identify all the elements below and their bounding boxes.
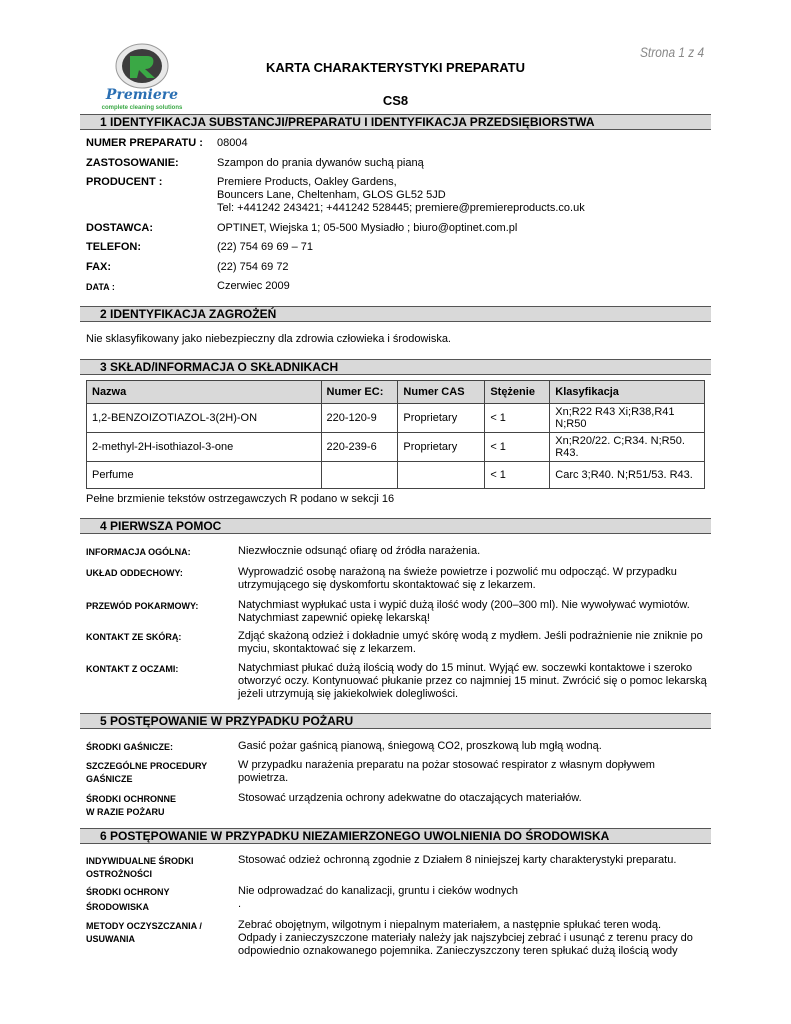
cell-conc: < 1 [485, 462, 550, 489]
page-number: Strona 1 z 4 [640, 44, 705, 60]
section-6-heading: 6 POSTĘPOWANIE W PRZYPADKU NIEZAMIERZONEGO UWOLNIENIA DO ŚRODOWISKA [80, 828, 711, 844]
value-producent-line1: Premiere Products, Oakley Gardens, [217, 176, 397, 188]
label-telefon: TELEFON: [86, 241, 141, 253]
value-producent-line2: Bouncers Lane, Cheltenham, GLOS GL52 5JD [217, 189, 446, 201]
text-kontakt-z-oczami: Natychmiast płukać dużą ilością wody do 15 minut. Wyjąć ew. soczewki kontaktowe i szeroko otworzyć oczy. Kontynuować płukanie przez co najmniej 15 minut. Zwrócić się o pomoc lekarską jeżeli utrzymują się jakiekolwiek dolegliwości. [238, 662, 707, 700]
composition-table [86, 380, 705, 489]
text-indywidualne-srodki: Stosować odzież ochronną zgodnie z Działem 8 niniejszej karty charakterystyki preparatu. [238, 854, 677, 866]
label-uklad-oddechowy: UKŁAD ODDECHOWY: [86, 568, 183, 578]
cell-ec [321, 462, 398, 489]
cell-conc: < 1 [485, 404, 550, 433]
cell-class: Carc 3;R40. N;R51/53. R43. [550, 462, 705, 489]
col-header-nazwa: Nazwa [87, 381, 322, 404]
logo-brand-text: Premiere [105, 87, 179, 103]
cell-ec: 220-120-9 [321, 404, 398, 433]
section-2-heading: 2 IDENTYFIKACJA ZAGROŻEŃ [80, 306, 711, 322]
table-row [87, 433, 705, 462]
label-przewod-pokarmowy: PRZEWÓD POKARMOWY: [86, 601, 199, 611]
text-przewod-pokarmowy: Natychmiast wypłukać usta i wypić dużą ilość wody (200–300 ml). Nie wywoływać wymiotów. Natychmiast zapewnić opiekę lekarską! [238, 599, 690, 624]
text-informacja-ogolna: Niezwłocznie odsunąć ofiarę od źródła narażenia. [238, 545, 481, 557]
label-zastosowanie: ZASTOSOWANIE: [86, 157, 179, 169]
label-metody-oczyszczania: METODY OCZYSZCZANIA / USUWANIA [86, 921, 202, 944]
label-szczegolne-procedury: SZCZEGÓLNE PROCEDURY GAŚNICZE [86, 761, 208, 784]
value-telefon: (22) 754 69 69 – 71 [217, 241, 314, 253]
section-4-heading: 4 PIERWSZA POMOC [80, 518, 711, 534]
col-header-numer-cas: Numer CAS [398, 381, 485, 404]
text-kontakt-ze-skora: Zdjąć skażoną odzież i dokładnie umyć skórę wodą z mydłem. Jeśli podrażnienie nie zniknie po myciu, skontaktować się z lekarzem. [238, 630, 703, 655]
label-indywidualne-srodki: INDYWIDUALNE ŚRODKI OSTROŻNOŚCI [86, 856, 194, 879]
value-numer-preparatu: 08004 [217, 137, 248, 149]
label-srodki-gasnicze: ŚRODKI GAŚNICZE: [86, 742, 174, 752]
col-header-stezenie: Stężenie [485, 381, 550, 404]
text-metody-oczyszczania: Zebrać obojętnym, wilgotnym i niepalnym materiałem, a następnie spłukać teren wodą. Odpady i zanieczyszczone materiały należy jak najszybciej zebrać i usunąć z terenu pracy do odpowiednio oznakowanego pojemnika. Zanieczyszczony teren spłukać dużą ilością wody [238, 919, 693, 957]
cell-conc: < 1 [485, 433, 550, 462]
table-row [87, 462, 705, 489]
section-1-heading: 1 IDENTYFIKACJA SUBSTANCJI/PREPARATU I IDENTYFIKACJA PRZEDSIĘBIORSTWA [80, 114, 711, 130]
label-informacja-ogolna: INFORMACJA OGÓLNA: [86, 547, 191, 557]
label-srodki-ochrony-srodowiska: ŚRODKI OCHRONY ŚRODOWISKA [86, 887, 170, 912]
section-5-heading: 5 POSTĘPOWANIE W PRZYPADKU POŻARU [80, 713, 711, 729]
cell-class: Xn;R22 R43 Xi;R38,R41 N;R50 [550, 404, 705, 433]
text-srodki-ochronne: Stosować urządzenia ochrony adekwatne do otaczających materiałów. [238, 792, 582, 804]
col-header-klasyfikacja: Klasyfikacja [550, 381, 705, 404]
text-uklad-oddechowy: Wyprowadzić osobę narażoną na świeże powietrze i pozwolić mu odpocząć. W przypadku utrzymującego się dyskomfortu skontaktować się z lekarzem. [238, 566, 677, 591]
value-fax: (22) 754 69 72 [217, 261, 289, 273]
document-title: KARTA CHARAKTERYSTYKI PREPARATU [265, 60, 526, 75]
label-kontakt-z-oczami: KONTAKT Z OCZAMI: [86, 664, 179, 674]
table-row [87, 404, 705, 433]
label-srodki-ochronne: ŚRODKI OCHRONNE W RAZIE POŻARU [86, 794, 177, 817]
cell-cas [398, 462, 485, 489]
label-fax: FAX: [86, 261, 112, 273]
section-3-heading: 3 SKŁAD/INFORMACJA O SKŁADNIKACH [80, 359, 711, 375]
text-srodki-ochrony-srodowiska: Nie odprowadzać do kanalizacji, gruntu i cieków wodnych . [238, 885, 519, 910]
label-kontakt-ze-skora: KONTAKT ZE SKÓRĄ: [86, 632, 182, 642]
col-header-numer-ec: Numer EC: [321, 381, 398, 404]
value-data: Czerwiec 2009 [217, 280, 290, 292]
label-producent: PRODUCENT : [86, 176, 163, 188]
cell-class: Xn;R20/22. C;R34. N;R50. R43. [550, 433, 705, 462]
product-code: CS8 [382, 93, 409, 108]
label-data: DATA : [86, 282, 115, 292]
cell-cas: Proprietary [398, 433, 485, 462]
text-szczegolne-procedury: W przypadku narażenia preparatu na pożar stosować respirator z własnym dopływem powietrza. [238, 759, 655, 784]
label-dostawca: DOSTAWCA: [86, 222, 154, 234]
hazard-statement: Nie sklasyfikowany jako niebezpieczny dla zdrowia człowieka i środowiska. [86, 333, 451, 345]
value-producent-line3: Tel: +441242 243421; +441242 528445; premiere@premiereproducts.co.uk [217, 202, 585, 214]
cell-name: 2-methyl-2H-isothiazol-3-one [87, 433, 322, 462]
r-phrases-note: Pełne brzmienie tekstów ostrzegawczych R podano w sekcji 16 [86, 493, 395, 505]
table-header-row [87, 381, 705, 404]
value-zastosowanie: Szampon do prania dywanów suchą pianą [217, 157, 424, 169]
cell-name: 1,2-BENZOIZOTIAZOL-3(2H)-ON [87, 404, 322, 433]
label-numer-preparatu: NUMER PREPARATU : [86, 137, 203, 149]
cell-cas: Proprietary [398, 404, 485, 433]
value-dostawca: OPTINET, Wiejska 1; 05-500 Mysiadło ; biuro@optinet.com.pl [217, 222, 518, 234]
cell-name: Perfume [87, 462, 322, 489]
cell-ec: 220-239-6 [321, 433, 398, 462]
text-srodki-gasnicze: Gasić pożar gaśnicą pianową, śniegową CO2, proszkową lub mgłą wodną. [238, 740, 602, 752]
logo-tagline-text: complete cleaning solutions [101, 105, 183, 111]
